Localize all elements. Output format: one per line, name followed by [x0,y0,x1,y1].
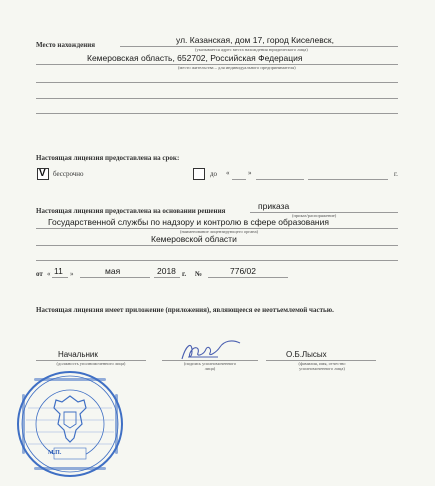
seal-label: М.П. [48,450,62,456]
unlimited-checkbox [37,168,49,180]
rule [256,179,304,180]
signature-name: О.Б.Лысых [286,350,327,359]
basis-doc-type-caption: (приказ/распоряжение) [292,213,337,218]
date-prefix: от [36,270,43,278]
rule [80,277,150,278]
basis-doc-type: приказа [258,201,290,211]
rule [36,245,398,246]
until-option-label: до [210,170,218,178]
name-caption: (фамилия, имя, отчество уполномоченного лица) [298,361,346,371]
rule [308,179,388,180]
signature-position: Начальник [58,350,98,359]
position-caption: (должность уполномоченного лица) [56,361,126,366]
until-checkbox [193,168,205,180]
location-line1: ул. Казанская, дом 17, город Киселевск, [176,35,334,45]
official-stamp [14,368,126,480]
rule [208,277,288,278]
date-number: 776/02 [230,266,256,276]
location-label: Место нахождения [36,41,96,49]
term-label: Настоящая лицензия предоставлена на срок: [36,154,180,162]
basis-authority-line2: Кемеровской области [151,234,237,244]
date-number-sign: № [195,270,203,278]
date-quote-open: « [47,270,51,278]
basis-authority-line1: Государственной службы по надзору и контролю в сфере образования [48,217,329,227]
location-caption1: (указывается адрес места нахождения юридического лица) [195,47,308,52]
until-quote-close: » [248,169,252,177]
date-month: мая [105,266,121,276]
location-line2: Кемеровская область, 652702, Российская Федерация [87,53,303,63]
check-mark: V [39,168,46,179]
rule [36,82,398,83]
location-caption2: (место жительства – для индивидуального предпринимателя) [178,65,296,70]
rule [36,98,398,99]
basis-label: Настоящая лицензия предоставлена на основании решения [36,207,226,215]
until-year-suffix: г. [394,170,398,178]
rule [36,260,398,261]
until-quote-open: « [226,169,230,177]
appendix-text: Настоящая лицензия имеет приложение (приложения), являющееся ее неотъемлемой частью. [36,306,334,314]
date-year: 2018 [157,266,176,276]
date-year-suffix: г. [182,270,187,278]
unlimited-option-label: бессрочно [53,170,84,178]
rule [232,179,246,180]
basis-authority-caption: (наименование лицензирующего органа) [180,229,259,234]
date-day: 11 [54,266,63,276]
signature-caption: (подпись уполномоченного лица) [183,361,237,371]
date-quote-close: » [70,270,74,278]
rule [154,277,180,278]
rule [52,277,68,278]
rule [36,113,398,114]
